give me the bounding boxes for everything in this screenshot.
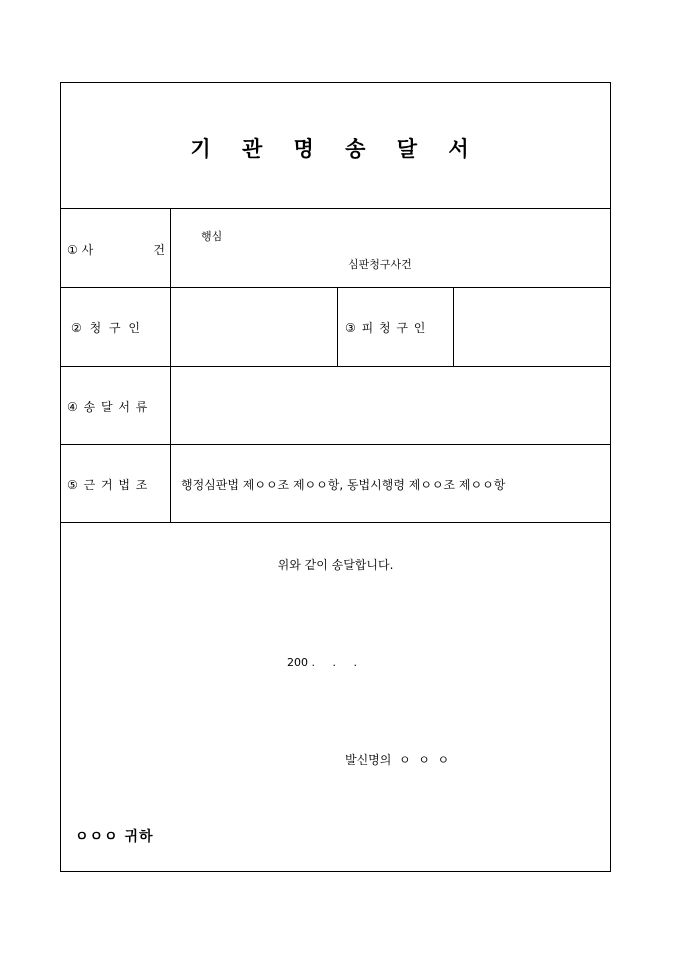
document-title: 기 관 명 송 달 서 — [190, 136, 481, 161]
row-divider — [61, 444, 610, 445]
row-divider — [61, 522, 610, 523]
case-label — [67, 241, 165, 258]
case-suffix: 심판청구사건 — [348, 258, 412, 271]
respondent-label: ③ 피 청 구 인 — [345, 321, 427, 335]
legal-basis-label: ⑤ 근 거 법 조 — [67, 478, 149, 492]
date-line: 200 . . . — [287, 656, 357, 669]
respondent-label-divider-right — [453, 287, 454, 366]
case-prefix: 행심 — [201, 230, 223, 243]
delivery-form — [60, 82, 611, 872]
label-column-divider — [170, 208, 171, 522]
case-label-part-a: 사 — [81, 243, 94, 257]
row-divider — [61, 287, 610, 288]
recipient-line: ㅇㅇㅇ 귀하 — [75, 829, 154, 845]
claimant-label: ② 청 구 인 — [71, 321, 142, 335]
case-label-number: ① — [67, 243, 78, 257]
case-label-part-b: 건 — [153, 243, 165, 257]
row-divider — [61, 366, 610, 367]
closing-statement: 위와 같이 송달합니다. — [277, 558, 394, 572]
legal-basis-value: 행정심판법 제ㅇㅇ조 제ㅇㅇ항, 동법시행령 제ㅇㅇ조 제ㅇㅇ항 — [181, 478, 506, 492]
sender-line: 발신명의 ㅇ ㅇ ㅇ — [345, 753, 450, 767]
documents-label: ④ 송 달 서 류 — [67, 400, 149, 414]
respondent-label-divider-left — [337, 287, 338, 366]
row-divider — [61, 208, 610, 209]
